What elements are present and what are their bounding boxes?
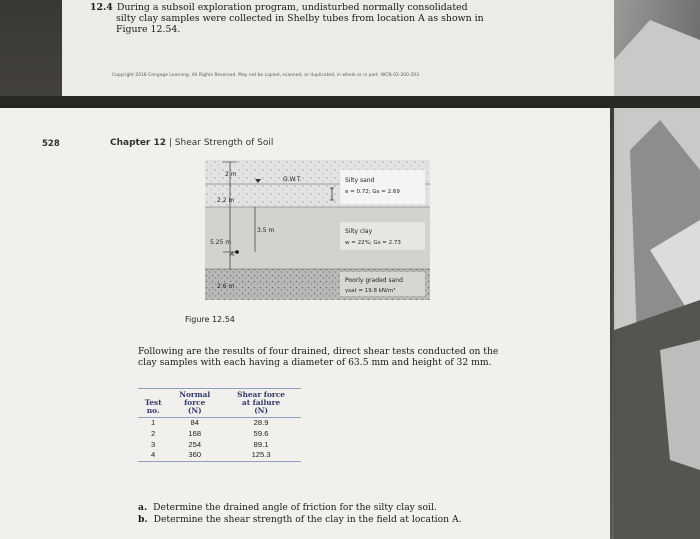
silty-sand-props: e = 0.72; Gs = 2.69 bbox=[345, 189, 400, 195]
results-paragraph bbox=[138, 346, 518, 368]
cell-test-no: 4 bbox=[138, 450, 168, 461]
paragraph-line-2: clay samples with each having a diameter of 63.5 mm and height of 32 mm. bbox=[138, 357, 492, 368]
chapter-separator: | bbox=[166, 138, 175, 148]
cell-shear-force: 28.9 bbox=[253, 418, 269, 427]
chapter-number: Chapter 12 bbox=[110, 138, 167, 148]
header-normal-force: Normal force (N) bbox=[168, 389, 221, 418]
header-test-no: Test no. bbox=[138, 389, 168, 418]
task-a bbox=[138, 502, 558, 514]
problem-number: 12.4 bbox=[90, 2, 113, 13]
poorly-graded-props: γsat = 19.8 kN/m³ bbox=[345, 288, 396, 294]
page-number: 528 bbox=[42, 139, 60, 149]
dim-525-label: 5.25 m bbox=[210, 239, 232, 246]
task-b-label: b. bbox=[138, 513, 148, 525]
figure-caption: Figure 12.54 bbox=[185, 315, 235, 324]
table-row bbox=[138, 418, 301, 429]
copyright-notice: Copyright 2018 Cengage Learning. All Rights Reserved. May not be copied, scanned, or duplicated, in whole or in part. WCN 02-200-203 bbox=[112, 73, 420, 78]
silty-clay-props: w = 22%; Gs = 2.73 bbox=[345, 240, 401, 246]
shear-test-table bbox=[138, 388, 301, 462]
table-header-row bbox=[138, 389, 301, 418]
silty-clay-label: Silty clay bbox=[345, 228, 373, 235]
chapter-header bbox=[110, 138, 273, 148]
task-b bbox=[138, 514, 558, 526]
poorly-graded-label: Poorly graded sand bbox=[345, 277, 403, 284]
paragraph-line-1: Following are the results of four drained, direct shear tests conducted on the bbox=[138, 346, 499, 357]
task-a-text: Determine the drained angle of friction for the silty clay soil. bbox=[153, 502, 437, 513]
cell-shear-force: 89.1 bbox=[253, 439, 269, 449]
problem-statement bbox=[90, 2, 490, 35]
cell-normal-force: 168 bbox=[188, 428, 202, 438]
table-row bbox=[138, 440, 301, 451]
gwt-label: G.W.T. bbox=[283, 176, 302, 183]
cell-shear-force: 59.6 bbox=[253, 428, 269, 438]
silty-sand-label: Silty sand bbox=[345, 177, 375, 184]
table-row bbox=[138, 429, 301, 440]
task-a-label: a. bbox=[138, 502, 148, 513]
dim-35-label: 3.5 m bbox=[257, 227, 275, 234]
soil-profile-figure bbox=[205, 160, 430, 300]
header-shear-force: Shear force at failure (N) bbox=[221, 389, 301, 418]
problem-line-3: Figure 12.54. bbox=[116, 24, 181, 35]
cell-test-no: 3 bbox=[151, 439, 156, 449]
chapter-title: Shear Strength of Soil bbox=[174, 138, 274, 148]
dim-top-label: 2 m bbox=[225, 171, 237, 178]
task-list bbox=[138, 502, 558, 525]
location-a-point bbox=[235, 250, 239, 254]
cell-test-no: 1 bbox=[151, 418, 156, 427]
problem-line-1: During a subsoil exploration program, undisturbed normally consolidated bbox=[116, 2, 468, 13]
cell-normal-force: 254 bbox=[188, 439, 202, 449]
cell-normal-force: 360 bbox=[168, 450, 221, 461]
table-row bbox=[138, 450, 301, 461]
point-a-label: A bbox=[230, 251, 235, 258]
cell-test-no: 2 bbox=[151, 428, 156, 438]
task-b-text: Determine the shear strength of the clay in the field at location A. bbox=[153, 513, 462, 525]
cell-shear-force: 125.3 bbox=[221, 450, 301, 461]
dim-22-label: 2.2 m bbox=[217, 197, 235, 204]
dim-26-label: 2.6 m bbox=[217, 283, 235, 290]
cell-normal-force: 84 bbox=[190, 418, 199, 427]
problem-line-2: silty clay samples were collected in Shelby tubes from location A as shown in bbox=[116, 13, 484, 24]
